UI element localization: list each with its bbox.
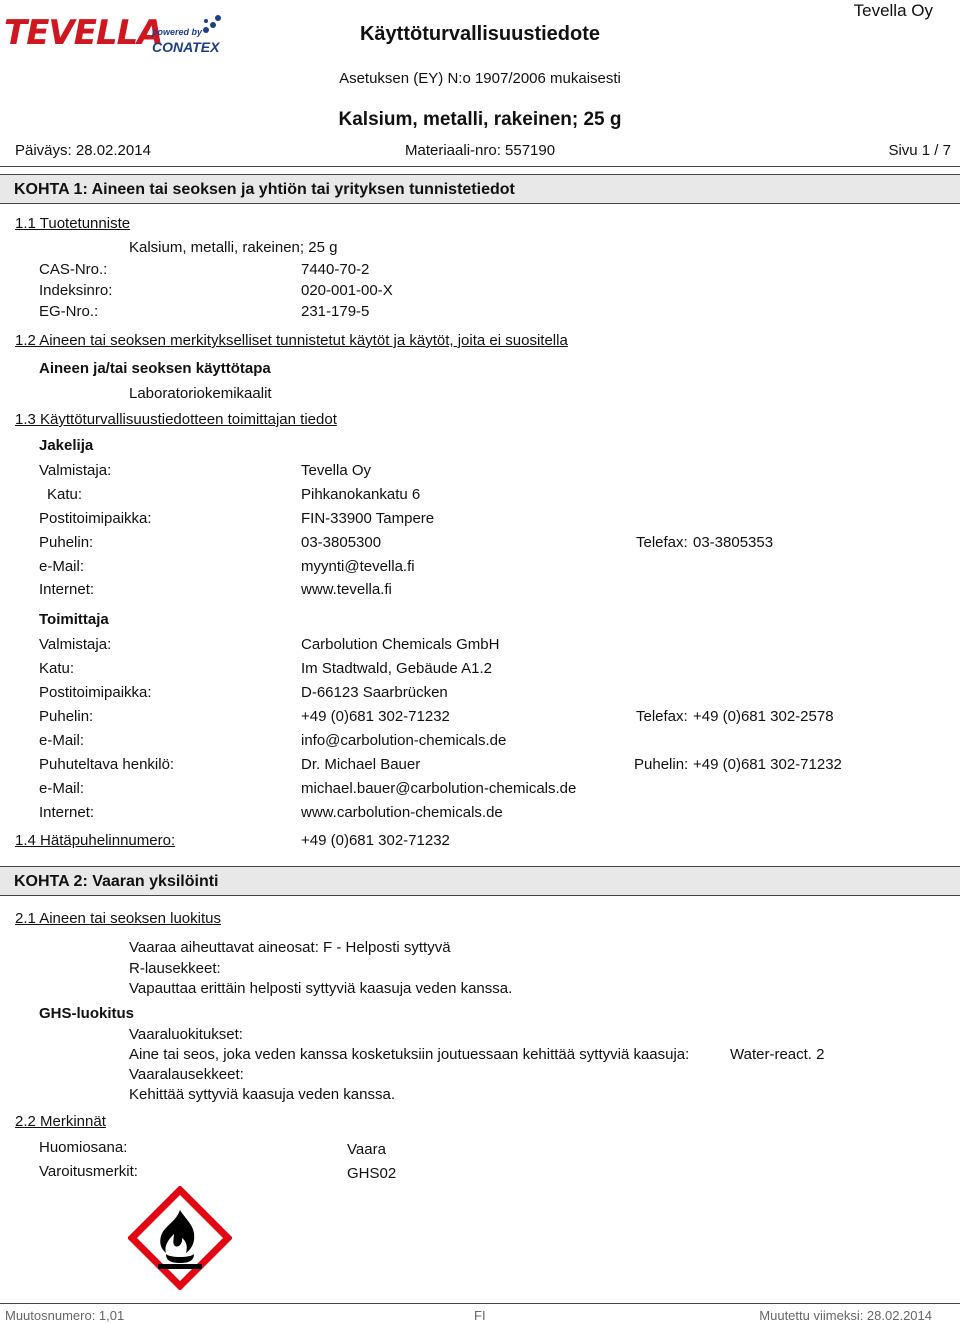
supplier-phone-label: Puhelin: <box>39 708 94 725</box>
s21-line5-value: Water-react. 2 <box>730 1046 825 1063</box>
s21-line5: Aine tai seos, joka veden kanssa kosketuksiin joutuessaan kehittää syttyviä kaasuja: <box>129 1046 690 1063</box>
s21-line7: Kehittää syttyviä kaasuja veden kanssa. <box>129 1086 395 1103</box>
eg-value: 231-179-5 <box>301 303 370 320</box>
supplier-contact: Dr. Michael Bauer <box>301 756 421 773</box>
distributor-phone: 03-3805300 <box>301 534 382 551</box>
pictogram-value: GHS02 <box>347 1165 397 1182</box>
s21-line4: Vaaraluokitukset: <box>129 1026 243 1043</box>
ghs-heading: GHS-luokitus <box>39 1005 135 1022</box>
header-page: Sivu 1 / 7 <box>888 142 951 159</box>
distributor-phone-label: Puhelin: <box>39 534 94 551</box>
supplier-fax: +49 (0)681 302-2578 <box>693 708 834 725</box>
supplier-internet[interactable]: www.carbolution-chemicals.de <box>301 804 503 821</box>
supplier-contact-email[interactable]: michael.bauer@carbolution-chemicals.de <box>301 780 577 797</box>
logo-powered-text: powered by <box>152 27 203 37</box>
cas-value: 7440-70-2 <box>301 261 370 278</box>
index-label: Indeksinro: <box>39 282 113 299</box>
s21-line3: Vapauttaa erittäin helposti syttyviä kaasuja veden kanssa. <box>129 980 513 997</box>
distributor-internet[interactable]: www.tevella.fi <box>301 581 392 598</box>
supplier-contact-label: Puhuteltava henkilö: <box>39 756 175 773</box>
header-material-no: Materiaali-nro: 557190 <box>405 142 556 159</box>
flame-pictogram-icon <box>128 1186 232 1290</box>
logo-partner-text: CONATEX <box>152 39 220 55</box>
section2-title: KOHTA 2: Vaaran yksilöinti <box>14 873 219 890</box>
s21-line6: Vaaralausekkeet: <box>129 1066 244 1083</box>
s11-product-name: Kalsium, metalli, rakeinen; 25 g <box>129 239 338 256</box>
supplier-internet-label: Internet: <box>39 804 95 821</box>
footer-revision: Muutosnumero: 1,01 <box>5 1308 125 1323</box>
header-product: Kalsium, metalli, rakeinen; 25 g <box>338 109 622 130</box>
index-value: 020-001-00-X <box>301 282 393 299</box>
supplier-email[interactable]: info@carbolution-chemicals.de <box>301 732 507 749</box>
distributor-manufacturer-label: Valmistaja: <box>39 462 112 479</box>
section1-header <box>0 174 960 204</box>
distributor-email[interactable]: myynti@tevella.fi <box>301 558 415 575</box>
supplier-fax-label: Telefax: <box>636 708 688 725</box>
supplier-city: D-66123 Saarbrücken <box>301 684 448 701</box>
supplier-heading: Toimittaja <box>39 611 109 628</box>
supplier-contact-phone-label: Puhelin: <box>634 756 689 773</box>
s12-use-heading: Aineen ja/tai seoksen käyttötapa <box>39 360 271 377</box>
s11-title: 1.1 Tuotetunniste <box>15 215 131 232</box>
supplier-manufacturer: Carbolution Chemicals GmbH <box>301 636 500 653</box>
s12-use-value: Laboratoriokemikaalit <box>129 385 272 402</box>
header-regulation: Asetuksen (EY) N:o 1907/2006 mukaisesti <box>339 70 621 87</box>
signal-word-value: Vaara <box>347 1141 386 1158</box>
supplier-contact-phone: +49 (0)681 302-71232 <box>693 756 842 773</box>
distributor-manufacturer: Tevella Oy <box>301 462 372 479</box>
signal-word-label: Huomiosana: <box>39 1139 128 1156</box>
pictogram-label: Varoitusmerkit: <box>39 1163 138 1180</box>
cas-label: CAS-Nro.: <box>39 261 108 278</box>
distributor-fax-label: Telefax: <box>636 534 688 551</box>
footer-language: FI <box>474 1308 486 1323</box>
distributor-email-label: e-Mail: <box>39 558 85 575</box>
s21-line2: R-lausekkeet: <box>129 960 221 977</box>
header-company: Tevella Oy <box>853 1 933 20</box>
supplier-city-label: Postitoimipaikka: <box>39 684 152 701</box>
supplier-street: Im Stadtwald, Gebäude A1.2 <box>301 660 492 677</box>
footer-modified: Muutettu viimeksi: 28.02.2014 <box>759 1308 932 1323</box>
distributor-city-label: Postitoimipaikka: <box>39 510 152 527</box>
s12-title: 1.2 Aineen tai seoksen merkitykselliset tunnistetut käytöt ja käytöt, joita ei suositella <box>15 332 568 349</box>
s14-value: +49 (0)681 302-71232 <box>301 832 450 849</box>
supplier-email-label: e-Mail: <box>39 732 85 749</box>
document-title: Käyttöturvallisuustiedote <box>359 23 601 45</box>
distributor-street: Pihkanokankatu 6 <box>301 486 421 503</box>
distributor-heading: Jakelija <box>39 437 94 454</box>
header-date: Päiväys: 28.02.2014 <box>15 142 151 159</box>
header-rule <box>0 166 960 167</box>
distributor-street-label: Katu: <box>47 486 83 503</box>
s21-line1: Vaaraa aiheuttavat aineosat: F - Helposti syttyvä <box>129 939 451 956</box>
s13-title: 1.3 Käyttöturvallisuustiedotteen toimittajan tiedot <box>15 411 337 428</box>
logo-text: TEVELLA <box>4 13 163 53</box>
supplier-street-label: Katu: <box>39 660 75 677</box>
eg-label: EG-Nro.: <box>39 303 99 320</box>
s14-title: 1.4 Hätäpuhelinnumero: <box>15 832 176 849</box>
section2-header <box>0 866 960 896</box>
supplier-manufacturer-label: Valmistaja: <box>39 636 112 653</box>
distributor-city: FIN-33900 Tampere <box>301 510 435 527</box>
distributor-fax: 03-3805353 <box>693 534 774 551</box>
supplier-contact-email-label: e-Mail: <box>39 780 85 797</box>
s22-title: 2.2 Merkinnät <box>15 1113 106 1130</box>
s21-title: 2.1 Aineen tai seoksen luokitus <box>15 910 221 927</box>
distributor-internet-label: Internet: <box>39 581 95 598</box>
footer-rule <box>0 1303 960 1304</box>
supplier-phone: +49 (0)681 302-71232 <box>301 708 450 725</box>
section1-title: KOHTA 1: Aineen tai seoksen ja yhtiön tai yrityksen tunnistetiedot <box>14 181 515 198</box>
